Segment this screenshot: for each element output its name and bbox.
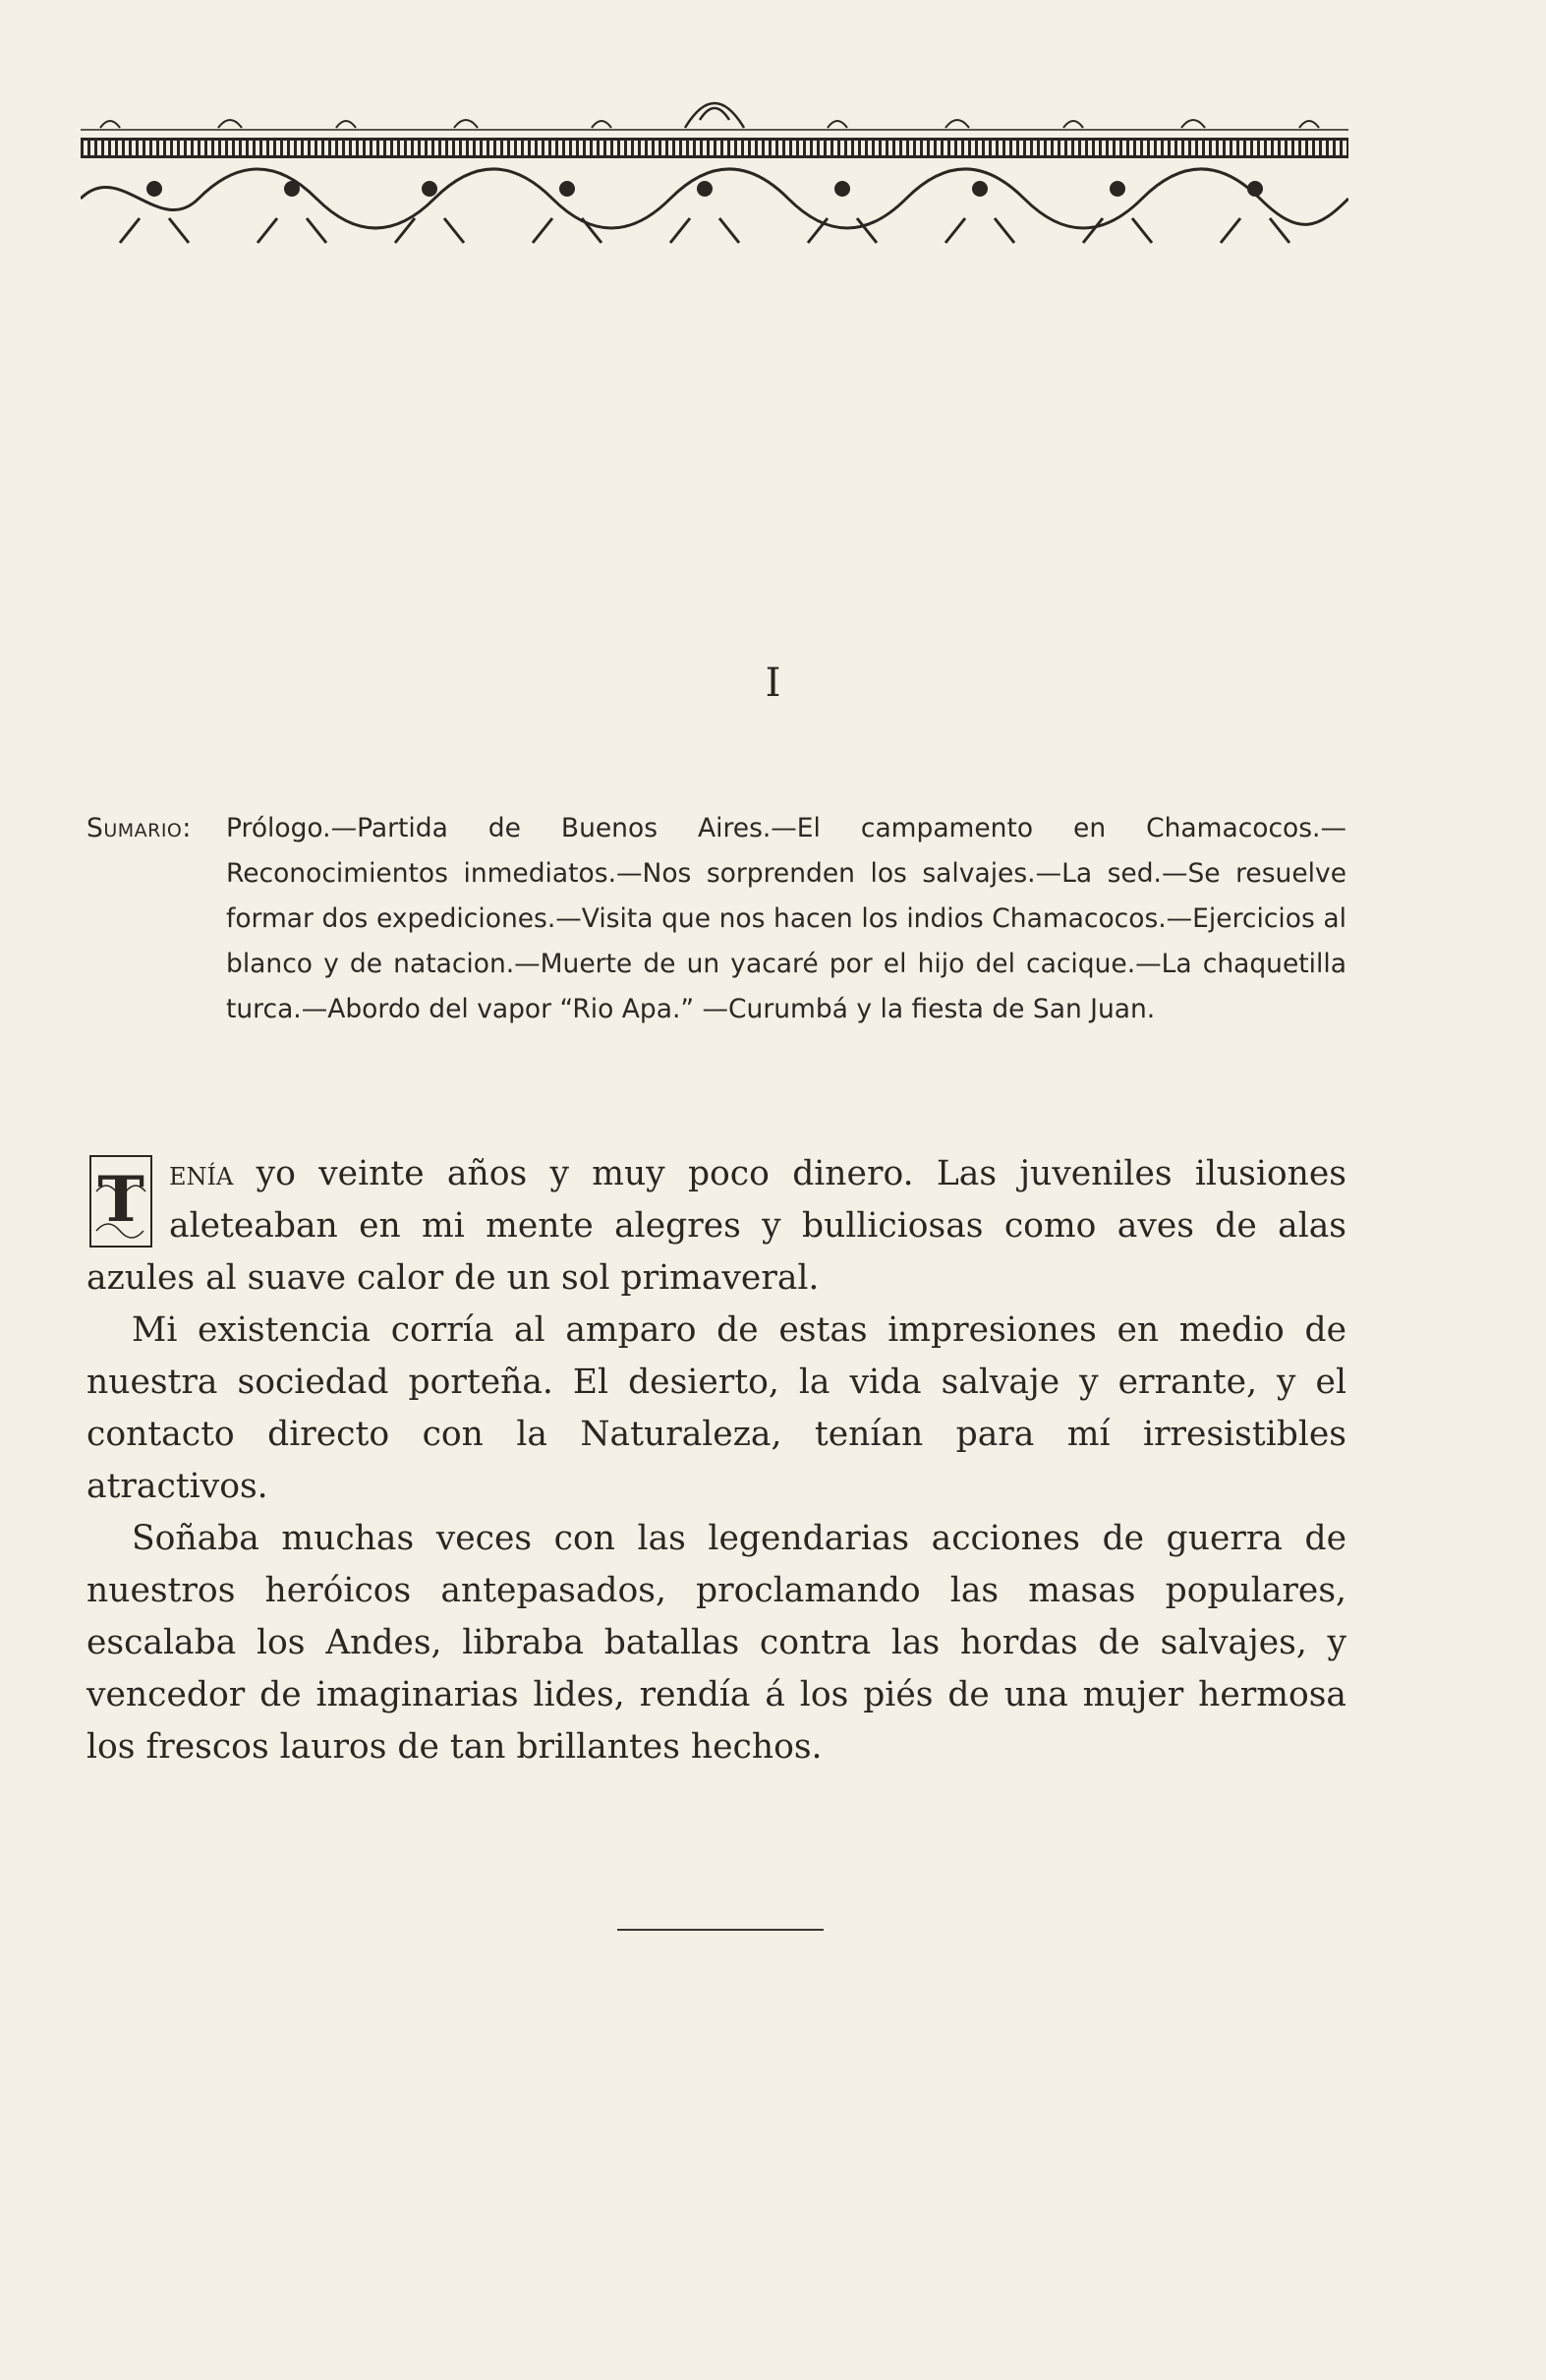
paragraph-1-text: yo veinte años y muy poco dinero. Las juveniles ilusiones aleteaban en mi mente alegres y bulliciosas como aves de alas azules al suave calor de un sol primaveral. [86, 1154, 1346, 1298]
header-ornament [81, 90, 1348, 248]
chapter-number: I [765, 661, 781, 706]
paragraph-1 [86, 1148, 1346, 1305]
bottom-rule [617, 1929, 824, 1931]
summary-label: Sumario: [86, 813, 192, 843]
paragraph-2: Mi existencia corría al amparo de estas impresiones en medio de nuestra sociedad porteña. El desierto, la vida salvaje y errante, y el contacto directo con la Naturaleza, tenían para mí irresistibles atractivos. [86, 1310, 1346, 1506]
chapter-body [86, 1148, 1346, 1773]
summary-text: Prólogo.—Partida de Buenos Aires.—El campamento en Chamacocos.—Reconocimientos inmediatos.—Nos sorprenden los salvajes.—La sed.—Se resuelve formar dos expediciones.—Visita que nos hacen los indios Chamacocos.—Ejercicios al blanco y de natacion.—Muerte de un yacaré por el hijo del cacique.—La chaquetilla turca.—Abordo del vapor “Rio Apa.” —Curumbá y la fiesta de San Juan. [226, 813, 1346, 1024]
drop-cap-letter: T [97, 1163, 144, 1237]
chapter-summary [86, 806, 1346, 1032]
first-word-rest: enía [169, 1154, 234, 1193]
paragraph-3: Soñaba muchas veces con las legendarias acciones de guerra de nuestros heróicos antepasados, proclamando las masas populares, escalaba los Andes, libraba batallas contra las hordas de salvajes, y vencedor de imaginarias lides, rendía á los piés de una mujer hermosa los frescos lauros de tan brillantes hechos. [86, 1519, 1346, 1767]
drop-cap-initial [86, 1152, 155, 1250]
